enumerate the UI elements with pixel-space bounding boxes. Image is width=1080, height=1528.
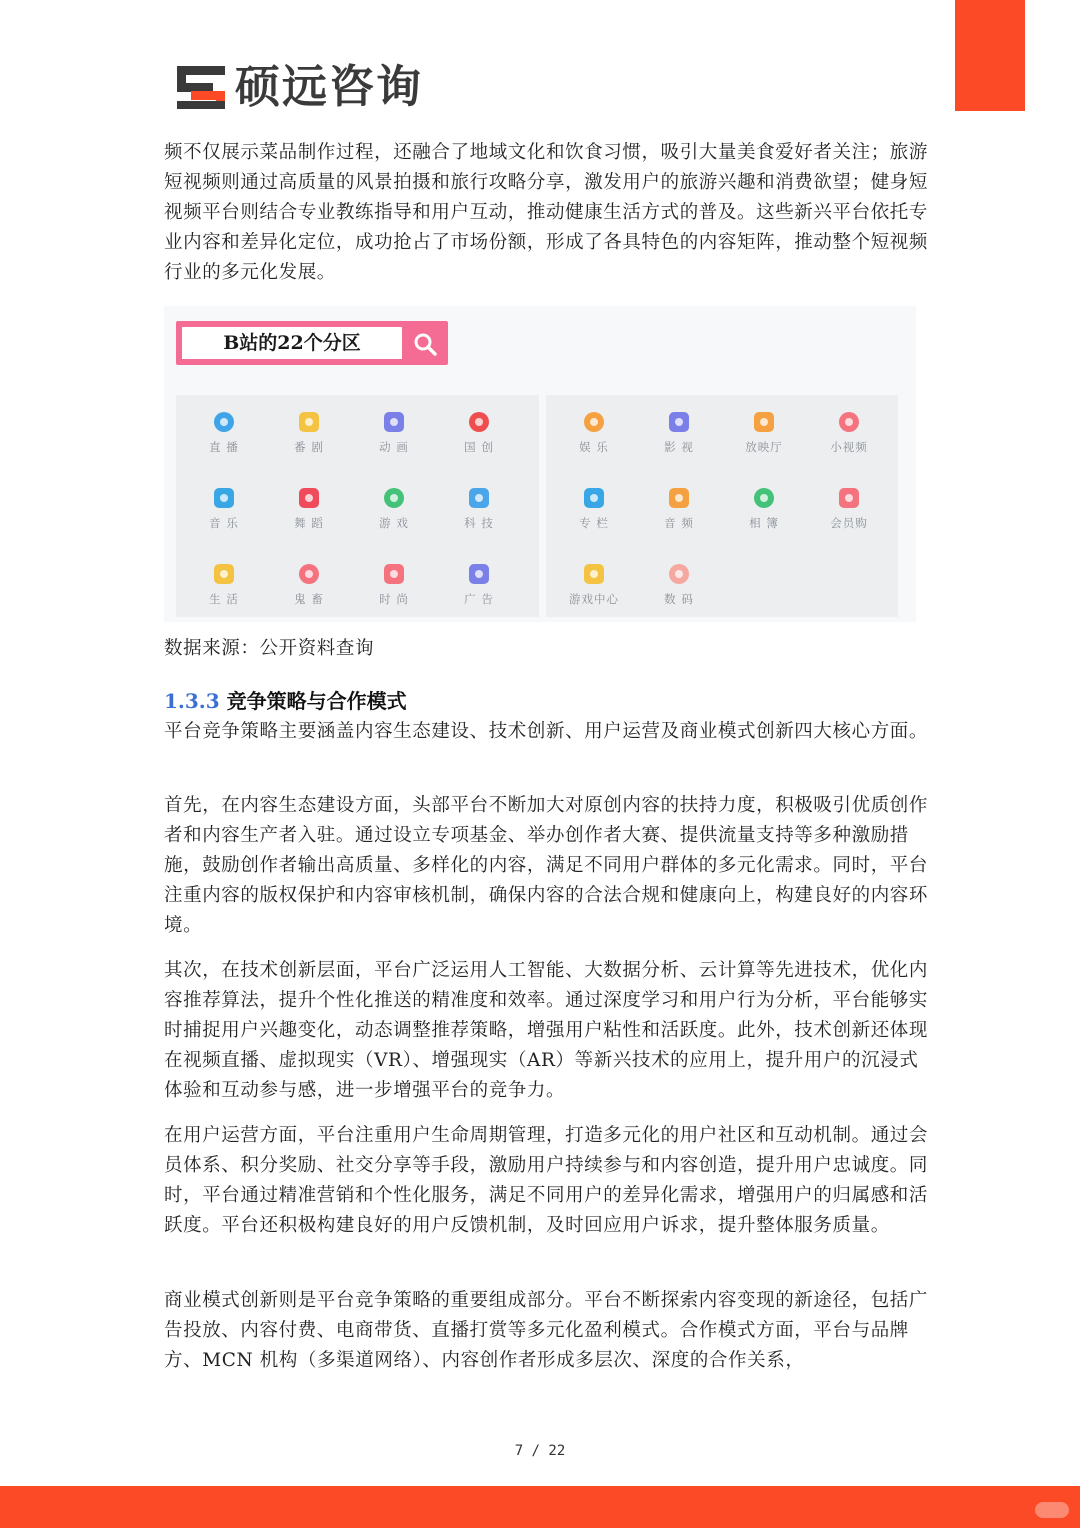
category-label: 时 尚 <box>379 592 409 606</box>
category-fruit[interactable] <box>437 401 521 471</box>
dress-icon <box>381 561 407 587</box>
category-camera[interactable] <box>182 401 266 471</box>
category-label: 会员购 <box>830 516 868 530</box>
paragraph-user-operation: 在用户运营方面，平台注重用户生命周期管理，打造多元化的用户社区和互动机制。通过会员体系、积分奖励、社交分享等手段，激励用户持续参与和内容创造，提升用户忠诚度。同时，平台通过精准营销和个性化服务，满足不同用户的差异化需求，增强用户的归属感和活跃度。平台还积极构建良好的用户反馈机制，及时回应用户诉求，提升整体服务质量。 <box>164 1125 929 1236</box>
category-label: 鬼 畜 <box>294 592 324 606</box>
category-label: 音 频 <box>664 516 694 530</box>
category-video[interactable] <box>807 401 891 471</box>
corner-accent-tab <box>955 0 1025 111</box>
category-label: 娱 乐 <box>579 440 609 454</box>
category-label: 小视频 <box>830 440 868 454</box>
duck-icon <box>211 561 237 587</box>
digital-icon <box>666 561 692 587</box>
category-digital[interactable] <box>637 553 721 623</box>
column-icon <box>581 485 607 511</box>
category-album[interactable] <box>722 477 806 547</box>
category-label: 动 画 <box>379 440 409 454</box>
figure-caption: 数据来源：公开资料查询 <box>164 638 375 659</box>
video-icon <box>836 409 862 435</box>
section-heading <box>164 686 407 716</box>
search-title: B站的22个分区 <box>182 327 402 359</box>
category-ufo[interactable] <box>437 477 521 547</box>
ufo-icon <box>466 485 492 511</box>
category-label: 生 活 <box>209 592 239 606</box>
category-game[interactable] <box>352 477 436 547</box>
search-bar <box>176 321 448 365</box>
category-audio[interactable] <box>637 477 721 547</box>
headphones-icon <box>211 485 237 511</box>
category-reel[interactable] <box>722 401 806 471</box>
bilibili-categories-figure <box>164 306 916 622</box>
section-number: 1.3.3 <box>164 689 220 713</box>
camera-icon <box>211 409 237 435</box>
category-tv[interactable] <box>267 401 351 471</box>
category-label: 科 技 <box>464 516 494 530</box>
fruit-icon <box>466 409 492 435</box>
category-flower[interactable] <box>267 553 351 623</box>
category-wand[interactable] <box>552 401 636 471</box>
gamepad-icon <box>581 561 607 587</box>
play-icon <box>381 409 407 435</box>
flower-icon <box>296 561 322 587</box>
page-number: 7 / 22 <box>514 1443 566 1459</box>
category-label: 番 剧 <box>294 440 324 454</box>
category-label: 数 码 <box>664 592 694 606</box>
section-title: 竞争策略与合作模式 <box>226 689 407 713</box>
search-icon <box>412 331 438 357</box>
category-megaphone[interactable] <box>437 553 521 623</box>
category-label: 影 视 <box>664 440 694 454</box>
game-icon <box>381 485 407 511</box>
paragraph-intro: 频不仅展示菜品制作过程，还融合了地域文化和饮食习惯，吸引大量美食爱好者关注；旅游短视频则通过高质量的风景拍摄和旅行攻略分享，激发用户的旅游兴趣和消费欲望；健身短视频平台则结合专业教练指导和用户互动，推动健康生活方式的普及。这些新兴平台依托专业内容和差异化定位，成功抢占了市场份额，形成了各具特色的内容矩阵，推动整个短视频行业的多元化发展。 <box>164 142 929 283</box>
category-play[interactable] <box>352 401 436 471</box>
category-panel-left <box>176 395 539 617</box>
category-label: 音 乐 <box>209 516 239 530</box>
tv-icon <box>296 409 322 435</box>
category-headphones[interactable] <box>182 477 266 547</box>
audio-icon <box>666 485 692 511</box>
category-label: 广 告 <box>464 592 494 606</box>
logo-mark-icon <box>177 63 225 111</box>
brand-logo <box>177 62 423 112</box>
category-bag[interactable] <box>807 477 891 547</box>
paragraph-tech-innovation: 其次，在技术创新层面，平台广泛运用人工智能、大数据分析、云计算等先进技术，优化内容推荐算法，提升个性化推送的精准度和效率。通过深度学习和用户行为分析，平台能够实时捕捉用户兴趣变化，动态调整推荐策略，增强用户粘性和活跃度。此外，技术创新还体现在视频直播、虚拟现实（VR）、增强现实（AR）等新兴技术的应用上，提升用户的沉浸式体验和互动参与感，进一步增强平台的竞争力。 <box>164 960 929 1101</box>
category-column[interactable] <box>552 477 636 547</box>
category-panel-right <box>546 395 898 617</box>
category-fan[interactable] <box>267 477 351 547</box>
category-label: 直 播 <box>209 440 239 454</box>
category-label: 放映厅 <box>745 440 783 454</box>
watermark-badge <box>1035 1502 1069 1518</box>
fan-icon <box>296 485 322 511</box>
paragraph-content-ecosystem: 首先，在内容生态建设方面，头部平台不断加大对原创内容的扶持力度，积极吸引优质创作者和内容生产者入驻。通过设立专项基金、举办创作者大赛、提供流量支持等多种激励措施，鼓励创作者输出高质量、多样化的内容，满足不同用户群体的多元化需求。同时，平台注重内容的版权保护和内容审核机制，确保内容的合法合规和健康向上，构建良好的内容环境。 <box>164 795 929 936</box>
category-label: 国 创 <box>464 440 494 454</box>
paragraph-overview: 平台竞争策略主要涵盖内容生态建设、技术创新、用户运营及商业模式创新四大核心方面。 <box>164 721 929 742</box>
brand-name: 硕远咨询 <box>235 60 424 113</box>
category-label: 游戏中心 <box>569 592 619 606</box>
paragraph-business-model: 商业模式创新则是平台竞争策略的重要组成部分。平台不断探索内容变现的新途径，包括广告投放、内容付费、电商带货、直播打赏等多元化盈利模式。合作模式方面，平台与品牌方、MCN 机构（多渠道网络）、内容创作者形成多层次、深度的合作关系， <box>164 1290 929 1371</box>
bag-icon <box>836 485 862 511</box>
category-film[interactable] <box>637 401 721 471</box>
category-gamepad[interactable] <box>552 553 636 623</box>
film-icon <box>666 409 692 435</box>
category-label: 相 簿 <box>749 516 779 530</box>
category-duck[interactable] <box>182 553 266 623</box>
wand-icon <box>581 409 607 435</box>
reel-icon <box>751 409 777 435</box>
album-icon <box>751 485 777 511</box>
megaphone-icon <box>466 561 492 587</box>
category-label: 游 戏 <box>379 516 409 530</box>
category-label: 舞 蹈 <box>294 516 324 530</box>
footer-accent-bar <box>0 1486 1080 1528</box>
category-label: 专 栏 <box>579 516 609 530</box>
category-dress[interactable] <box>352 553 436 623</box>
